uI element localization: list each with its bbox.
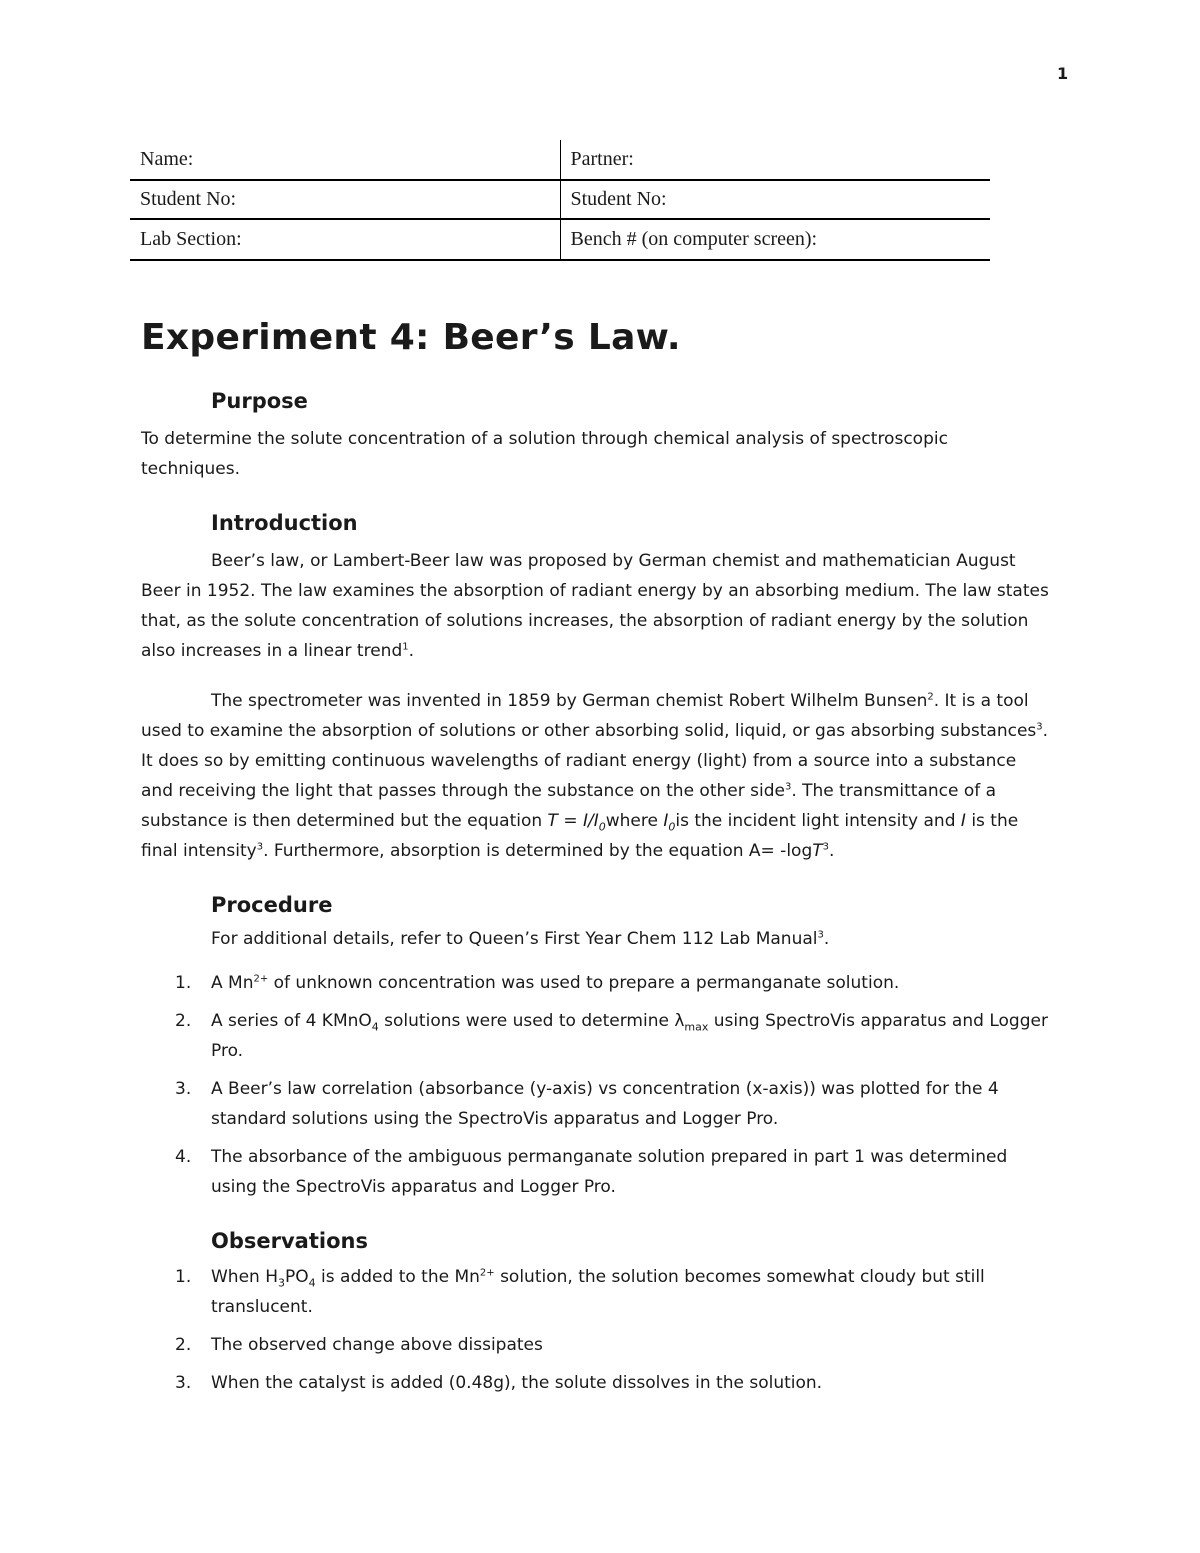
procedure-heading: Procedure: [211, 893, 333, 917]
list-item: 2. A series of 4 KMnO$_4$ solutions were used to determine $\lambda_{max}$ using SpectroVis apparatus and Logger Pro.: [175, 1011, 1048, 1061]
page-title: Experiment 4: Beer’s Law.: [141, 317, 681, 358]
introduction-paragraph-1: Beer’s law, or Lambert-Beer law was proposed by German chemist and mathematician August Beer in 1952. The law examines the absorption of radiant energy by an absorbing medium. The law states that, as the solute concentration of solutions increases, the absorption of radiant energy by the solution also increases in a linear trend$^1$.: [141, 551, 1049, 661]
student-no-field: Student No:: [130, 180, 560, 219]
purpose-text: To determine the solute concentration of a solution through chemical analysis of spectroscopic techniques.: [141, 429, 948, 479]
observations-heading: Observations: [211, 1229, 368, 1253]
table-row: [130, 140, 990, 180]
list-item: 1. When $H_3PO_4$ is added to the $Mn^{2+}$ solution, the solution becomes somewhat cloudy but still translucent.: [175, 1267, 985, 1317]
list-item: 4. The absorbance of the ambiguous permanganate solution prepared in part 1 was determined using the SpectroVis apparatus and Logger Pro.: [175, 1147, 1008, 1197]
procedure-list: [141, 968, 1051, 1202]
bench-field: Bench # (on computer screen):: [560, 219, 990, 260]
introduction-heading: Introduction: [211, 511, 358, 535]
list-item: 3. When the catalyst is added (0.48g), the solute dissolves in the solution.: [175, 1373, 823, 1393]
list-item: 2. The observed change above dissipates: [175, 1335, 543, 1355]
partner-field: Partner:: [560, 140, 990, 180]
page-number: 1: [1057, 64, 1069, 83]
table-row: [130, 180, 990, 219]
document-body: [141, 310, 1051, 1398]
procedure-note: For additional details, refer to Queen’s First Year Chem 112 Lab Manual$^3$.: [211, 929, 830, 949]
name-field: Name:: [130, 140, 560, 180]
lab-section-field: Lab Section:: [130, 219, 560, 260]
table-row: [130, 219, 990, 260]
observations-list: [141, 1262, 1051, 1398]
purpose-heading: Purpose: [211, 389, 308, 413]
student-info-table: [130, 140, 990, 261]
list-item: 1. A $Mn^{2+}$ of unknown concentration was used to prepare a permanganate solution.: [175, 973, 900, 993]
list-item: 3. A Beer’s law correlation (absorbance (y-axis) vs concentration (x-axis)) was plotted for the 4 standard solutions using the SpectroVis apparatus and Logger Pro.: [175, 1079, 999, 1129]
partner-student-no-field: Student No:: [560, 180, 990, 219]
introduction-paragraph-2: The spectrometer was invented in 1859 by German chemist Robert Wilhelm Bunsen$^2$. It is a tool used to examine the absorption of solutions or other absorbing solid, liquid, or gas absorbing substances$^3$. It does so by emitting continuous wavelengths of radiant energy (light) from a source into a substance and receiving the light that passes through the substance on the other side$^3$. The transmittance of a substance is then determined but the equation $T = I/I_0where$ $I_0is$ the incident light intensity and I is the final intensity$^3$. Furthermore, absorption is determined by the equation A= -logT$^3$.: [141, 691, 1049, 861]
